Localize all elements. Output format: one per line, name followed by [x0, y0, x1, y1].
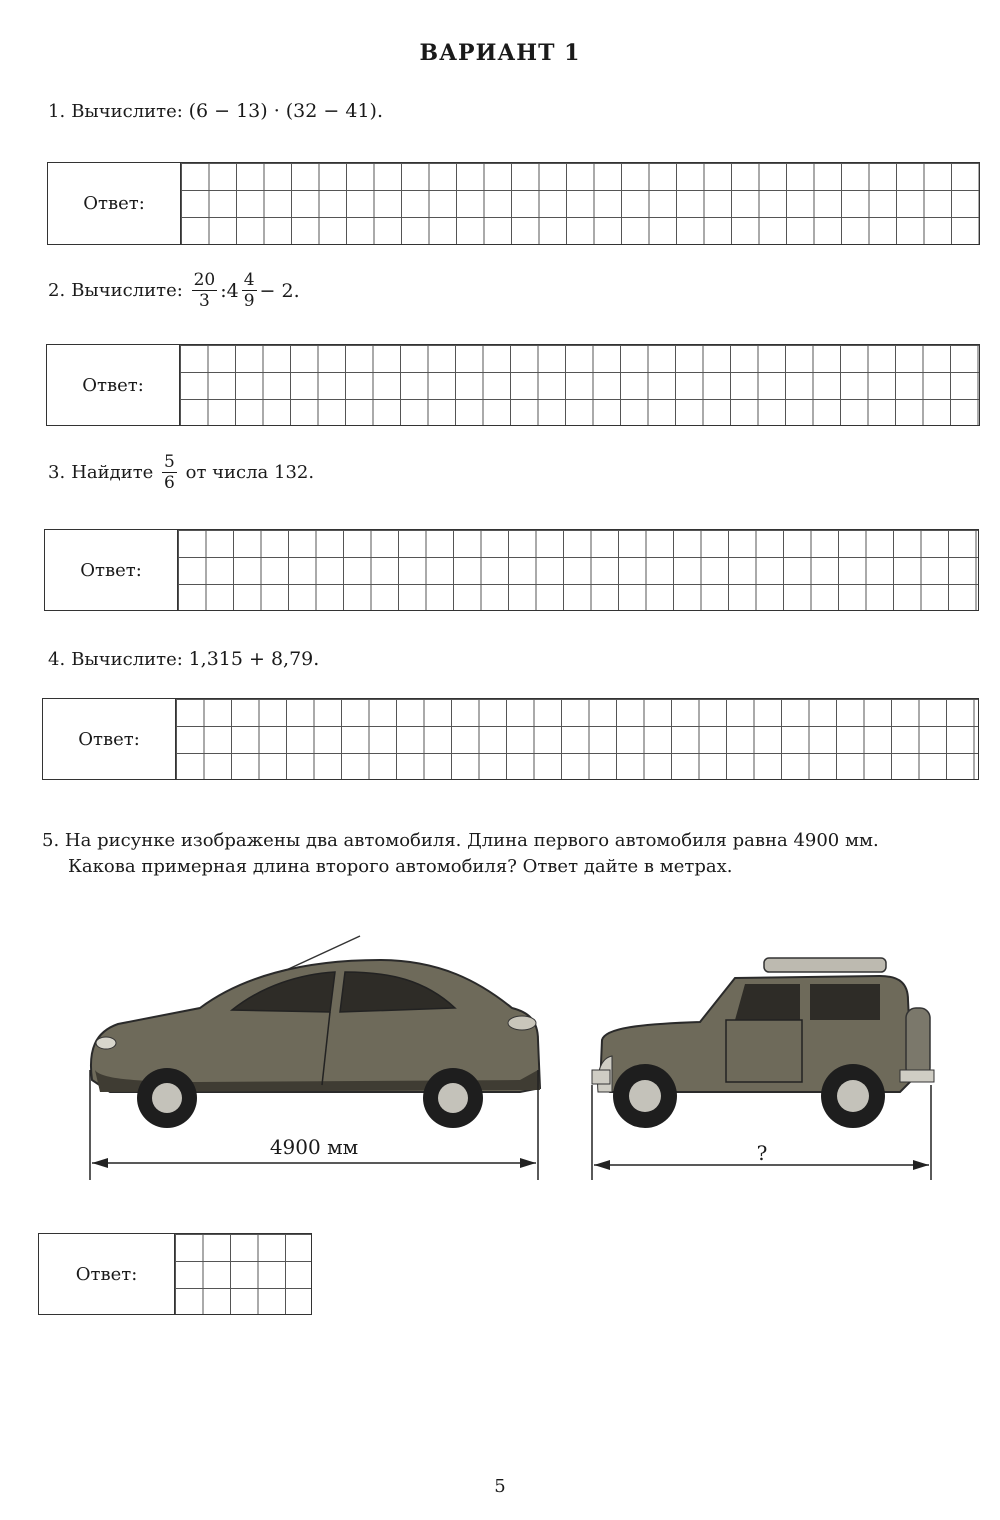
task-4 [48, 648, 319, 670]
task-text: На рисунке изображены два автомобиля. Длина первого автомобиля равна 4900 мм. [64, 830, 879, 851]
whole-part: 4 [226, 279, 239, 302]
answer-label: Ответ: [39, 1234, 175, 1314]
denominator: 6 [164, 473, 175, 493]
task-5-line-1 [42, 828, 982, 854]
task-expression: 1,315 + 8,79. [188, 648, 320, 670]
expression-tail: − 2. [259, 279, 300, 302]
answer-box-2 [46, 344, 980, 426]
answer-grid[interactable] [180, 345, 979, 425]
task-3 [48, 452, 314, 493]
fraction [162, 452, 177, 493]
suv-car [592, 958, 934, 1128]
answer-label: Ответ: [48, 163, 181, 244]
numerator: 20 [193, 270, 216, 290]
task-text: Найдите [71, 462, 154, 483]
task-text: Вычислите: [71, 100, 183, 122]
task-expression: (6 − 13) · (32 − 41). [188, 100, 383, 122]
sedan-car [91, 936, 540, 1128]
task-number: 4. [48, 648, 66, 670]
fraction [192, 270, 218, 311]
cars-illustration [0, 920, 1000, 1190]
numerator: 5 [164, 452, 175, 472]
page-number: 5 [494, 1476, 506, 1497]
task-number: 2. [48, 280, 66, 301]
dimension-label-car-1: 4900 мм [269, 1135, 359, 1159]
answer-grid[interactable] [175, 1234, 311, 1314]
answer-label: Ответ: [45, 530, 178, 610]
answer-box-5 [38, 1233, 312, 1315]
task-text: Вычислите: [71, 648, 183, 670]
task-5 [42, 828, 982, 880]
answer-box-3 [44, 529, 979, 611]
task-text: Вычислите: [71, 280, 183, 301]
task-text-tail: от числа 132. [185, 462, 315, 483]
fraction [242, 270, 257, 311]
answer-grid[interactable] [178, 530, 978, 610]
answer-grid[interactable] [176, 699, 978, 779]
answer-label: Ответ: [47, 345, 180, 425]
task-1 [48, 100, 383, 122]
task-2 [48, 270, 300, 311]
answer-grid[interactable] [181, 163, 979, 244]
dimension-label-car-2: ? [756, 1141, 768, 1165]
answer-box-1 [47, 162, 980, 245]
task-number: 3. [48, 462, 66, 483]
page-title: ВАРИАНТ 1 [419, 40, 581, 66]
answer-box-4 [42, 698, 979, 780]
operator: : [220, 279, 227, 302]
task-number: 1. [48, 100, 66, 122]
denominator: 3 [198, 291, 210, 311]
denominator: 9 [243, 291, 255, 311]
answer-label: Ответ: [43, 699, 176, 779]
task-number: 5. [42, 830, 60, 851]
task-5-line-2: Какова примерная длина второго автомобиля? Ответ дайте в метрах. [68, 856, 733, 877]
numerator: 4 [243, 270, 255, 290]
